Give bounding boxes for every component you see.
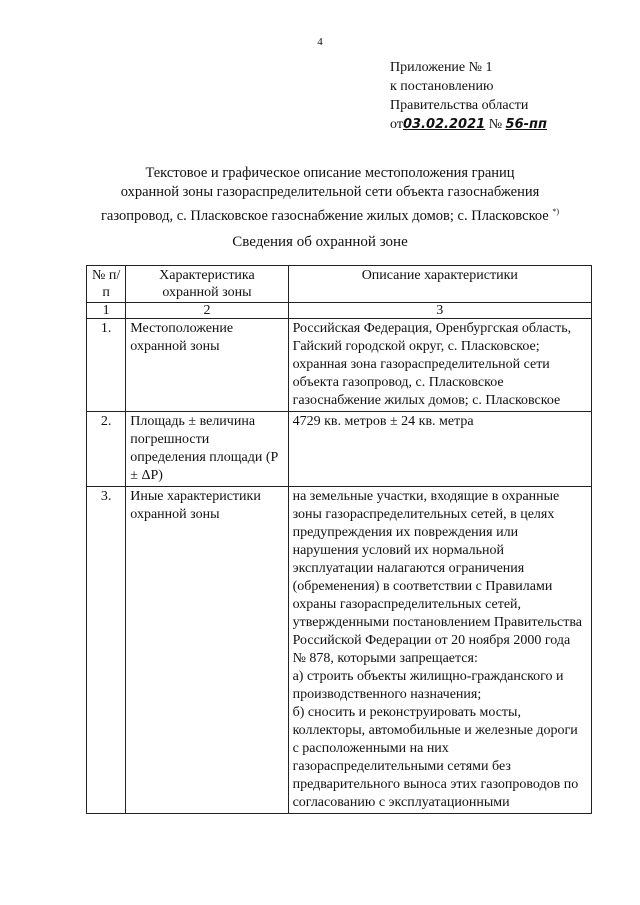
zone-info-table — [86, 265, 592, 814]
row-description — [288, 487, 591, 814]
handwritten-date: 03.02.2021 — [402, 117, 486, 132]
number-prefix: № — [488, 117, 503, 132]
restriction-item-a: а) строить объекты жилищно-гражданского и производственного назначения; — [292, 669, 564, 702]
column-number-3: 3 — [288, 303, 591, 319]
row-number: 1. — [87, 319, 126, 412]
appendix-line-3: Правительства области — [390, 98, 529, 113]
header-characteristic: Характеристика охранной зоны — [126, 266, 288, 303]
document-title — [60, 164, 600, 226]
table-row — [87, 319, 592, 412]
table-row — [87, 487, 592, 814]
restriction-item-b: б) сносить и реконструировать мосты, коллекторы, автомобильные и железные дороги с расположенными на них газораспределительными сетями без предварительного выноса этих газопроводов по согласованию с эксплуатационными — [292, 705, 579, 810]
row-characteristic: Площадь ± величина погрешности определения площади (P ± ΔP) — [126, 412, 288, 487]
handwritten-number: 56-пп — [505, 117, 547, 132]
column-number-1: 1 — [87, 303, 126, 319]
header-description: Описание характеристики — [288, 266, 591, 303]
section-subtitle: Сведения об охранной зоне — [232, 234, 408, 250]
row-number: 2. — [87, 412, 126, 487]
restrictions-intro: на земельные участки, входящие в охранные зоны газораспределительных сетей, в целях предупреждения их повреждения или нарушения условий их нормальной эксплуатации налагаются ограничения (обременения) в соответствии с Правилами охраны газораспределительных сетей, утвержденными постановлением Правительства Российской Федерации от 20 ноября 2000 года № 878, которыми запрещается: — [292, 489, 583, 666]
appendix-line-2: к постановлению — [390, 79, 494, 94]
footnote-mark: *) — [552, 207, 560, 216]
row-characteristic: Местоположение охранной зоны — [126, 319, 288, 412]
row-number: 3. — [87, 487, 126, 814]
date-prefix: от — [390, 117, 403, 132]
appendix-block — [390, 58, 547, 134]
header-number: № п/п — [87, 266, 126, 303]
appendix-line-1: Приложение № 1 — [390, 60, 493, 75]
column-number-row — [87, 303, 592, 319]
row-description: 4729 кв. метров ± 24 кв. метра — [288, 412, 591, 487]
row-characteristic: Иные характеристики охранной зоны — [126, 487, 288, 814]
table-row — [87, 412, 592, 487]
title-line-2: охранной зоны газораспределительной сети объекта газоснабжения — [120, 184, 540, 200]
appendix-date-line — [390, 115, 547, 134]
title-line-1: Текстовое и графическое описание местоположения границ — [145, 165, 515, 181]
column-number-2: 2 — [126, 303, 288, 319]
table-header-row — [87, 266, 592, 303]
page-number: 4 — [317, 36, 323, 48]
row-description: Российская Федерация, Оренбургская область, Гайский городской округ, с. Пласковское; охранная зона газораспределительной сети объекта газопровод, с. Пласковское газоснабжение жилых домов; с. Пласковское — [288, 319, 591, 412]
title-line-3: газопровод, с. Пласковское газоснабжение жилых домов; с. Пласковское *) — [100, 207, 560, 224]
